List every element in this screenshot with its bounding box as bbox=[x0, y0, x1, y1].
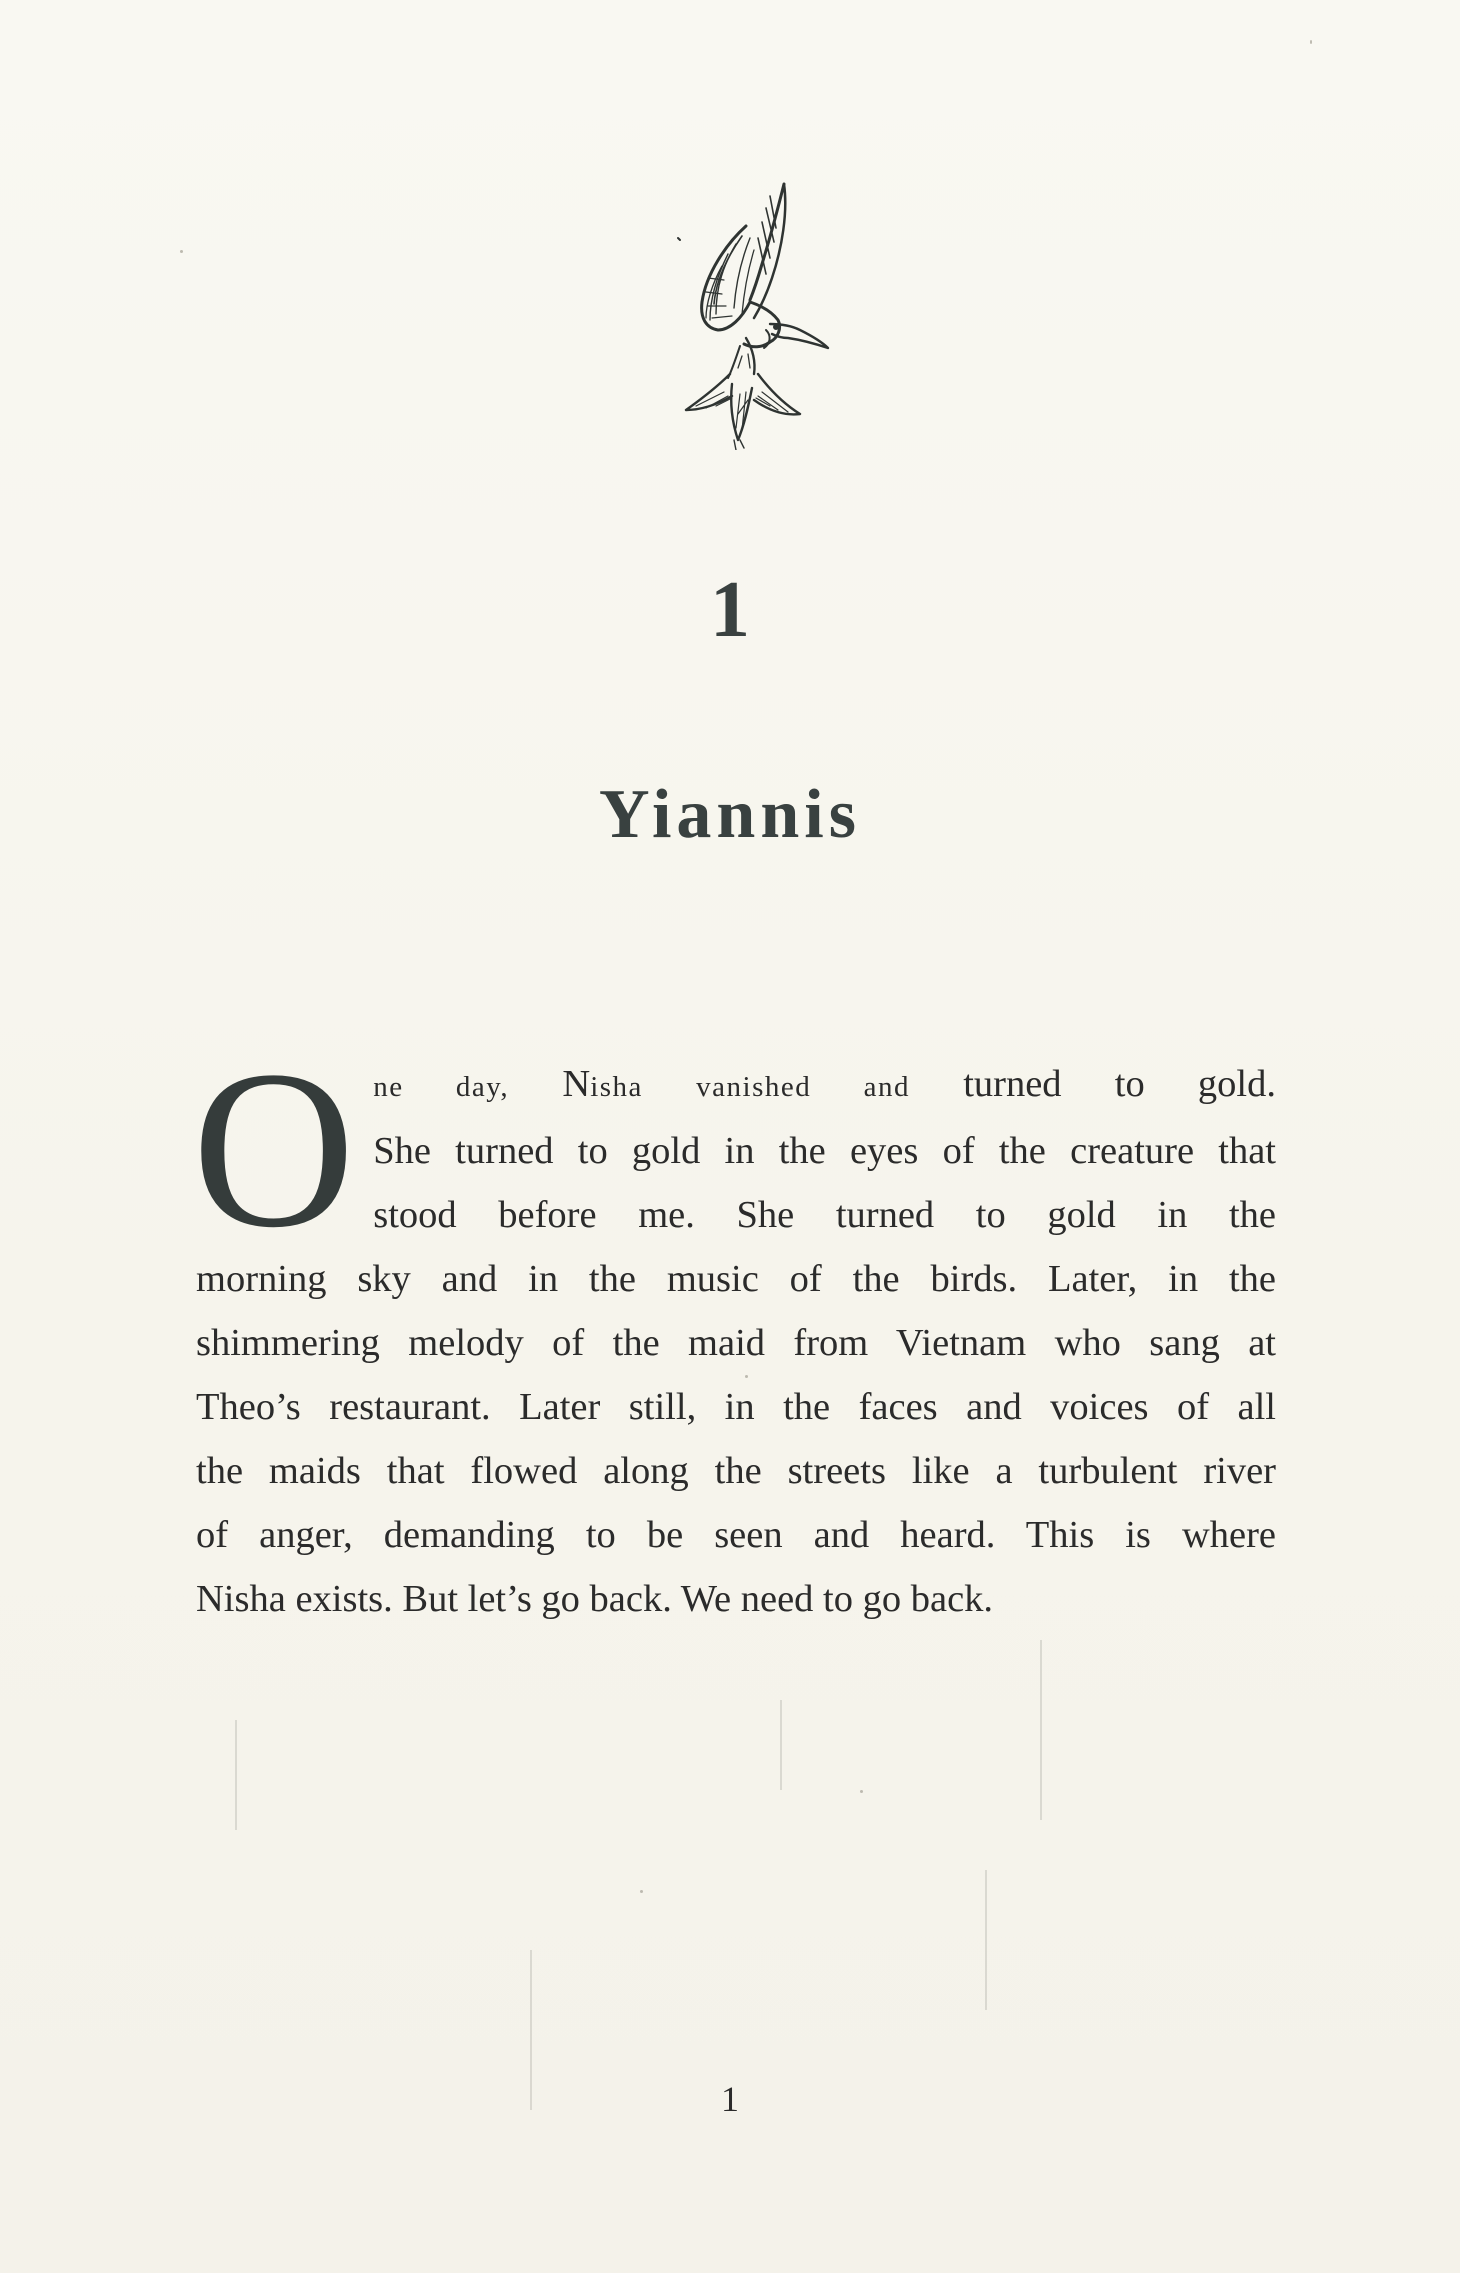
opening-name-cap: N bbox=[562, 1063, 591, 1105]
text-line-1 bbox=[196, 1052, 1276, 1119]
chapter-title: Yiannis bbox=[599, 776, 861, 853]
opening-name-rest: isha bbox=[590, 1071, 643, 1103]
text-line-6: Theo’s restaurant. Later still, in the faces and voices of all bbox=[196, 1386, 1276, 1428]
drop-cap: O bbox=[192, 1024, 356, 1274]
text-line-5: shimmering melody of the maid from Vietnam who sang at bbox=[196, 1322, 1276, 1364]
text-line-8: of anger, demanding to be seen and heard. This is where bbox=[196, 1514, 1276, 1556]
chapter-number: 1 bbox=[710, 566, 750, 654]
paper-scratch bbox=[780, 1700, 782, 1790]
paper-scratch bbox=[235, 1720, 237, 1830]
paper-speck bbox=[860, 1790, 863, 1793]
paper-scratch bbox=[1040, 1640, 1042, 1820]
opening-mid-smallcaps: vanished and bbox=[696, 1071, 910, 1103]
text-line-4: morning sky and in the music of the birds. Later, in the bbox=[196, 1258, 1276, 1300]
text-line-2: She turned to gold in the eyes of the creature that bbox=[373, 1130, 1276, 1172]
chapter-body bbox=[192, 1024, 1276, 1631]
text-line-3: stood before me. She turned to gold in the bbox=[373, 1194, 1276, 1236]
page-number: 1 bbox=[721, 2079, 739, 2119]
opening-smallcaps: ne day, bbox=[373, 1071, 510, 1103]
text-line-7: the maids that flowed along the streets like a turbulent river bbox=[196, 1450, 1276, 1492]
paper-speck bbox=[640, 1890, 643, 1893]
paper-speck bbox=[180, 250, 183, 253]
text-line-9: Nisha exists. But let’s go back. We need to go back. bbox=[196, 1578, 994, 1620]
opening-rest: turned to gold. bbox=[963, 1063, 1276, 1105]
paper-speck bbox=[1310, 40, 1312, 44]
bird-illustration-icon bbox=[666, 178, 830, 450]
paper-scratch bbox=[985, 1870, 987, 2010]
